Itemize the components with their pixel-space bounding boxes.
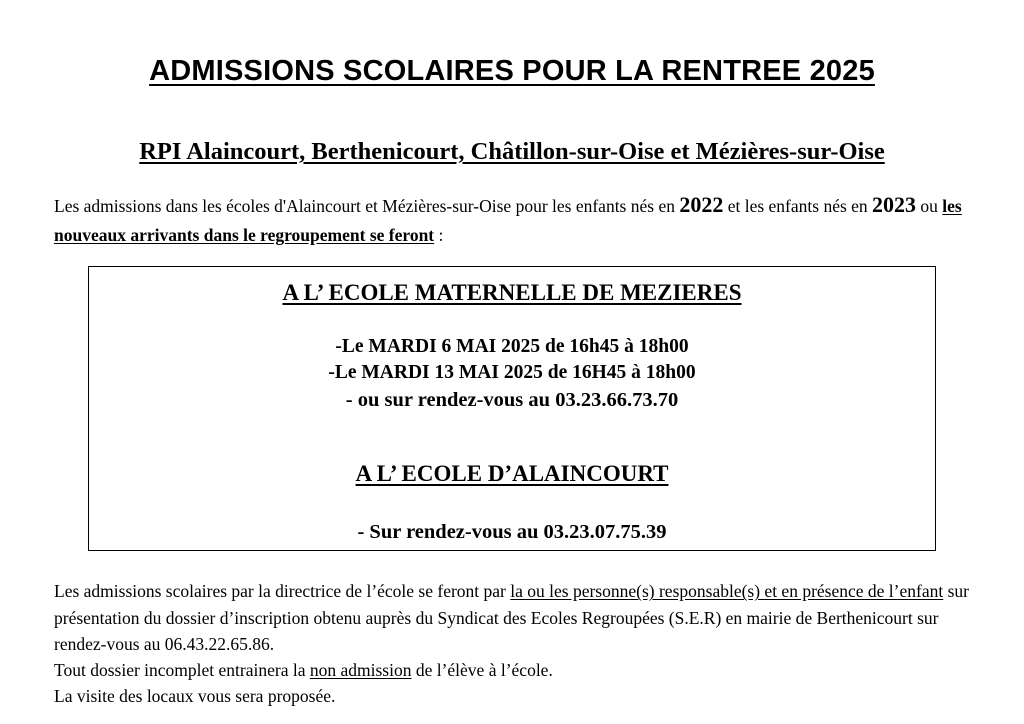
- footer-line-1: [54, 578, 970, 657]
- school-dates-mezieres: [89, 334, 935, 414]
- intro-birth-year-2022: 2022: [679, 192, 724, 218]
- intro-underlined-clause: les nouveaux arrivants dans le regroupement se feront: [54, 196, 962, 246]
- intro-birth-year-2023: 2023: [872, 192, 917, 218]
- school-dates-alaincourt: [89, 519, 935, 547]
- school-heading-mezieres: A L’ ECOLE MATERNELLE DE MEZIERES: [282, 280, 742, 306]
- intro-part4: :: [434, 225, 444, 246]
- schedule-line-phone: - ou sur rendez-vous au 03.23.66.73.70: [345, 388, 679, 411]
- footer-line-3: La visite des locaux vous sera proposée.: [54, 686, 336, 707]
- page-title: ADMISSIONS SCOLAIRES POUR LA RENTREE 2025: [149, 55, 875, 87]
- footer-line2-underlined: non admission: [309, 660, 412, 681]
- footer-line1-a: Les admissions scolaires par la directrice de l’école se feront par: [54, 581, 511, 602]
- intro-paragraph: [54, 188, 970, 249]
- schedule-line: -Le MARDI 13 MAI 2025 de 16H45 à 18h00: [328, 362, 696, 384]
- footer-line-2: [54, 657, 970, 683]
- school-heading-alaincourt: A L’ ECOLE D’ALAINCOURT: [355, 461, 669, 487]
- footer-notes: [54, 578, 970, 709]
- intro-part1: Les admissions dans les écoles d'Alaincourt et Mézières-sur-Oise pour les enfants nés en: [54, 196, 680, 217]
- page-subtitle: RPI Alaincourt, Berthenicourt, Châtillon-sur-Oise et Mézières-sur-Oise: [139, 137, 885, 165]
- footer-line1-underlined: la ou les personne(s) responsable(s) et en présence de l’enfant: [510, 581, 944, 602]
- footer-line2-a: Tout dossier incomplet entrainera la: [54, 660, 310, 681]
- schedule-line: -Le MARDI 6 MAI 2025 de 16h45 à 18h00: [335, 336, 689, 358]
- schedule-box: [88, 266, 936, 551]
- intro-part2: et les enfants nés en: [723, 196, 873, 217]
- footer-line1-b: sur présentation du dossier d’inscription obtenu auprès du Syndicat des Ecoles Regroupées (S.E.R) en mairie de Berthenicourt sur rendez-vous au 06.43.22.65.86.: [54, 581, 969, 654]
- schedule-line-phone: - Sur rendez-vous au 03.23.07.75.39: [357, 521, 667, 544]
- footer-line2-b: de l’élève à l’école.: [411, 660, 553, 681]
- intro-part3: ou: [916, 196, 943, 217]
